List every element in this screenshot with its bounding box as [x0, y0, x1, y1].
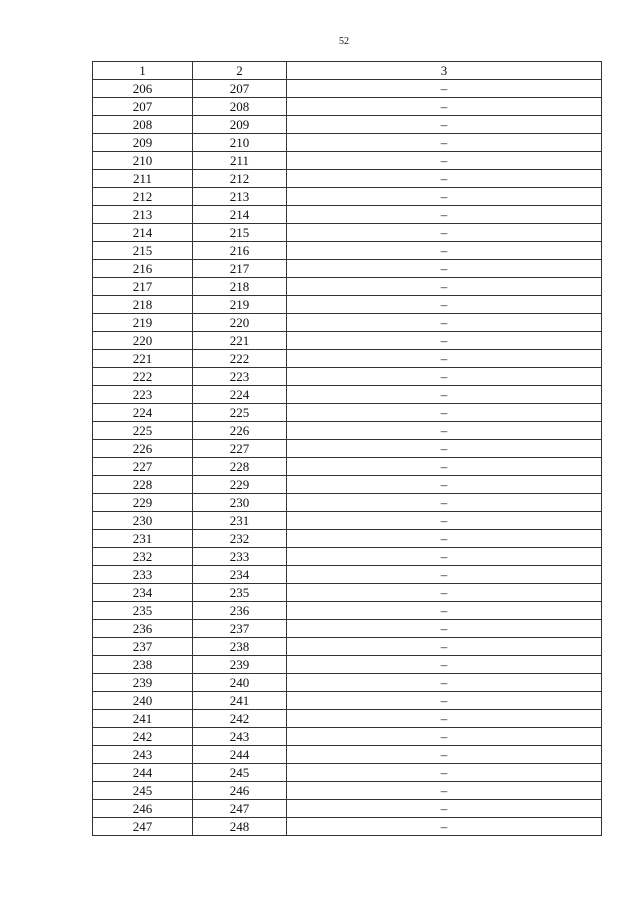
- table-cell: 211: [93, 170, 193, 188]
- table-row: [93, 296, 602, 314]
- table-row: [93, 404, 602, 422]
- table-cell: –: [287, 98, 602, 116]
- table-cell: 229: [193, 476, 287, 494]
- table-row: [93, 116, 602, 134]
- table-cell: 210: [193, 134, 287, 152]
- table-row: [93, 638, 602, 656]
- table-row: [93, 800, 602, 818]
- table-cell: –: [287, 170, 602, 188]
- table-cell: 222: [93, 368, 193, 386]
- table-cell: 247: [193, 800, 287, 818]
- table-cell: 212: [193, 170, 287, 188]
- table-cell: 209: [193, 116, 287, 134]
- table-cell: 245: [193, 764, 287, 782]
- table-cell: 231: [193, 512, 287, 530]
- table-cell: 219: [93, 314, 193, 332]
- table-cell: 213: [93, 206, 193, 224]
- table-cell: –: [287, 350, 602, 368]
- table-cell: 241: [193, 692, 287, 710]
- table-cell: 233: [93, 566, 193, 584]
- table-cell: –: [287, 692, 602, 710]
- table-cell: 240: [193, 674, 287, 692]
- table-cell: 210: [93, 152, 193, 170]
- table-cell: 225: [193, 404, 287, 422]
- table-cell: 237: [93, 638, 193, 656]
- table-cell: 218: [193, 278, 287, 296]
- table-cell: –: [287, 656, 602, 674]
- table-row: [93, 350, 602, 368]
- table-cell: –: [287, 584, 602, 602]
- table-cell: 248: [193, 818, 287, 836]
- table-row: [93, 224, 602, 242]
- table-cell: –: [287, 710, 602, 728]
- table-cell: –: [287, 242, 602, 260]
- table-cell: 221: [193, 332, 287, 350]
- table-cell: 217: [193, 260, 287, 278]
- table-cell: –: [287, 332, 602, 350]
- table-cell: –: [287, 296, 602, 314]
- table-cell: –: [287, 422, 602, 440]
- table-row: [93, 512, 602, 530]
- table-cell: 207: [193, 80, 287, 98]
- table-cell: –: [287, 458, 602, 476]
- table-cell: –: [287, 674, 602, 692]
- column-header: 2: [193, 62, 287, 80]
- table-row: [93, 422, 602, 440]
- table-cell: 228: [93, 476, 193, 494]
- table-row: [93, 476, 602, 494]
- table-cell: 245: [93, 782, 193, 800]
- table-cell: –: [287, 512, 602, 530]
- table-cell: 219: [193, 296, 287, 314]
- table-cell: 232: [93, 548, 193, 566]
- table-row: [93, 242, 602, 260]
- table-row: [93, 656, 602, 674]
- table-cell: –: [287, 260, 602, 278]
- table-row: [93, 170, 602, 188]
- table-cell: 223: [93, 386, 193, 404]
- table-cell: 218: [93, 296, 193, 314]
- table-cell: 237: [193, 620, 287, 638]
- table-row: [93, 494, 602, 512]
- table-cell: 233: [193, 548, 287, 566]
- table-cell: –: [287, 404, 602, 422]
- table-cell: 217: [93, 278, 193, 296]
- table-cell: 213: [193, 188, 287, 206]
- column-header: 1: [93, 62, 193, 80]
- table-cell: 242: [193, 710, 287, 728]
- table-cell: 239: [193, 656, 287, 674]
- table-cell: 244: [93, 764, 193, 782]
- table-cell: –: [287, 188, 602, 206]
- table-cell: 230: [93, 512, 193, 530]
- table-cell: 208: [93, 116, 193, 134]
- table-row: [93, 260, 602, 278]
- table-cell: 224: [193, 386, 287, 404]
- table-cell: –: [287, 386, 602, 404]
- column-header: 3: [287, 62, 602, 80]
- table-cell: 211: [193, 152, 287, 170]
- data-table: [92, 61, 602, 836]
- table-cell: 231: [93, 530, 193, 548]
- table-row: [93, 584, 602, 602]
- table-row: [93, 710, 602, 728]
- table-cell: 242: [93, 728, 193, 746]
- table-cell: –: [287, 620, 602, 638]
- table-cell: 236: [93, 620, 193, 638]
- table-cell: –: [287, 818, 602, 836]
- table-cell: –: [287, 278, 602, 296]
- table-cell: –: [287, 764, 602, 782]
- table-cell: 220: [93, 332, 193, 350]
- table-row: [93, 746, 602, 764]
- table-row: [93, 134, 602, 152]
- table-cell: 232: [193, 530, 287, 548]
- table-body: [93, 80, 602, 836]
- table-row: [93, 728, 602, 746]
- table-header: [93, 62, 602, 80]
- table-cell: –: [287, 728, 602, 746]
- table-cell: 214: [93, 224, 193, 242]
- table-cell: –: [287, 638, 602, 656]
- table-row: [93, 458, 602, 476]
- table-cell: 216: [193, 242, 287, 260]
- table-row: [93, 530, 602, 548]
- table-row: [93, 440, 602, 458]
- table-row: [93, 80, 602, 98]
- table-cell: –: [287, 782, 602, 800]
- table-cell: 224: [93, 404, 193, 422]
- table-cell: 223: [193, 368, 287, 386]
- table-cell: 235: [93, 602, 193, 620]
- table-cell: –: [287, 476, 602, 494]
- table-cell: –: [287, 80, 602, 98]
- table-cell: 236: [193, 602, 287, 620]
- table-row: [93, 152, 602, 170]
- table-cell: 209: [93, 134, 193, 152]
- table-cell: 228: [193, 458, 287, 476]
- table-cell: 222: [193, 350, 287, 368]
- table-cell: 234: [193, 566, 287, 584]
- table-row: [93, 548, 602, 566]
- table-cell: 225: [93, 422, 193, 440]
- table-row: [93, 332, 602, 350]
- table-cell: –: [287, 566, 602, 584]
- table-row: [93, 692, 602, 710]
- table-cell: 247: [93, 818, 193, 836]
- table-cell: –: [287, 116, 602, 134]
- table-cell: 206: [93, 80, 193, 98]
- table-row: [93, 188, 602, 206]
- table-cell: –: [287, 152, 602, 170]
- table-cell: 214: [193, 206, 287, 224]
- table-cell: 238: [93, 656, 193, 674]
- table-row: [93, 386, 602, 404]
- table-row: [93, 278, 602, 296]
- table-row: [93, 566, 602, 584]
- table-cell: 238: [193, 638, 287, 656]
- table-cell: 226: [93, 440, 193, 458]
- table-cell: 241: [93, 710, 193, 728]
- header-row: [93, 62, 602, 80]
- table-cell: 227: [93, 458, 193, 476]
- table-row: [93, 620, 602, 638]
- table-cell: –: [287, 800, 602, 818]
- table-cell: –: [287, 206, 602, 224]
- table-cell: –: [287, 134, 602, 152]
- table-cell: 230: [193, 494, 287, 512]
- table-cell: –: [287, 314, 602, 332]
- table-row: [93, 818, 602, 836]
- table-cell: 226: [193, 422, 287, 440]
- table-row: [93, 314, 602, 332]
- page-number: 52: [339, 36, 349, 47]
- table-cell: –: [287, 494, 602, 512]
- table-cell: 227: [193, 440, 287, 458]
- table-cell: 215: [93, 242, 193, 260]
- table-cell: 215: [193, 224, 287, 242]
- table-cell: 243: [193, 728, 287, 746]
- table-row: [93, 602, 602, 620]
- table-cell: 220: [193, 314, 287, 332]
- table-row: [93, 206, 602, 224]
- table-cell: 244: [193, 746, 287, 764]
- table-row: [93, 98, 602, 116]
- table-cell: 240: [93, 692, 193, 710]
- table-cell: –: [287, 548, 602, 566]
- table-cell: 234: [93, 584, 193, 602]
- table-row: [93, 764, 602, 782]
- table-row: [93, 368, 602, 386]
- table-cell: 246: [193, 782, 287, 800]
- table-cell: 239: [93, 674, 193, 692]
- table-row: [93, 674, 602, 692]
- table-cell: –: [287, 602, 602, 620]
- table-cell: 243: [93, 746, 193, 764]
- table-cell: 207: [93, 98, 193, 116]
- table-cell: 212: [93, 188, 193, 206]
- table-row: [93, 782, 602, 800]
- table-cell: –: [287, 224, 602, 242]
- table-cell: 216: [93, 260, 193, 278]
- table-cell: –: [287, 530, 602, 548]
- table-cell: –: [287, 440, 602, 458]
- table-cell: 221: [93, 350, 193, 368]
- table-cell: 246: [93, 800, 193, 818]
- table-cell: 235: [193, 584, 287, 602]
- table-cell: –: [287, 746, 602, 764]
- table-cell: 208: [193, 98, 287, 116]
- table-cell: 229: [93, 494, 193, 512]
- table-cell: –: [287, 368, 602, 386]
